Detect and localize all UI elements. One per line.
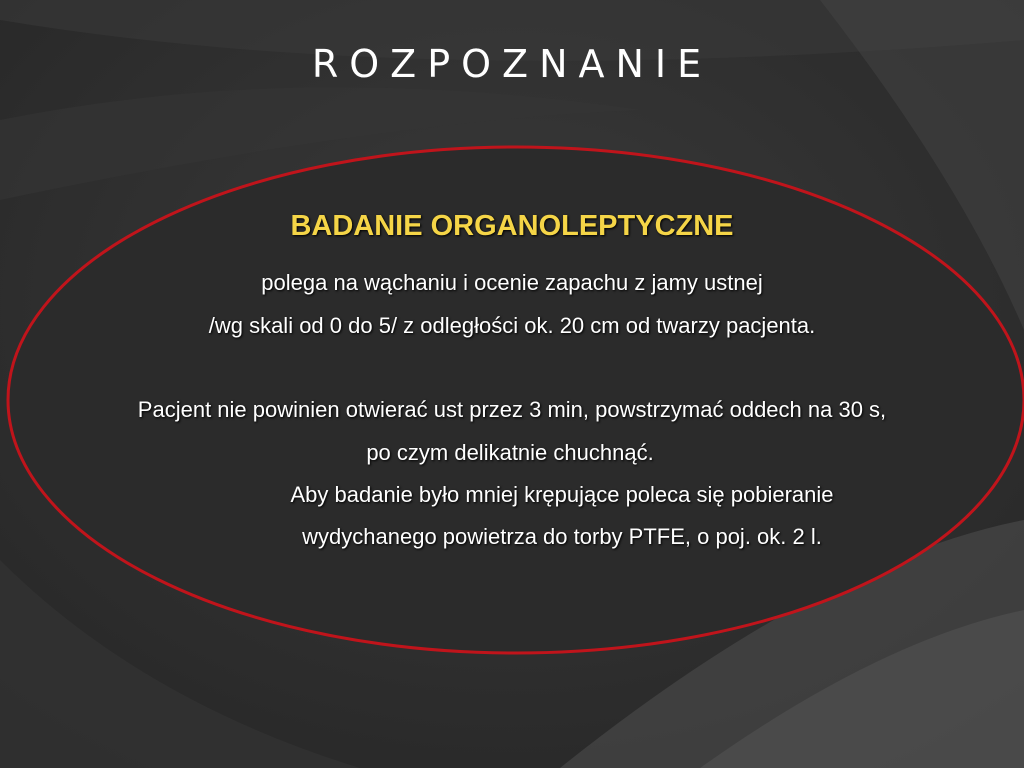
section-heading: BADANIE ORGANOLEPTYCZNE xyxy=(290,210,734,242)
slide-title: ROZPOZNANIE xyxy=(311,42,713,86)
body-line-4: po czym delikatnie chuchnąć. xyxy=(366,440,654,465)
body-line-2: /wg skali od 0 do 5/ z odległości ok. 20 cm od twarzy pacjenta. xyxy=(208,313,816,338)
body-line-6: wydychanego powietrza do torby PTFE, o poj. ok. 2 l. xyxy=(302,524,822,549)
body-line-1: polega na wąchaniu i ocenie zapachu z jamy ustnej xyxy=(261,270,763,295)
body-line-3: Pacjent nie powinien otwierać ust przez 3 min, powstrzymać oddech na 30 s, xyxy=(137,397,887,422)
body-line-5: Aby badanie było mniej krępujące poleca się pobieranie xyxy=(290,482,834,507)
